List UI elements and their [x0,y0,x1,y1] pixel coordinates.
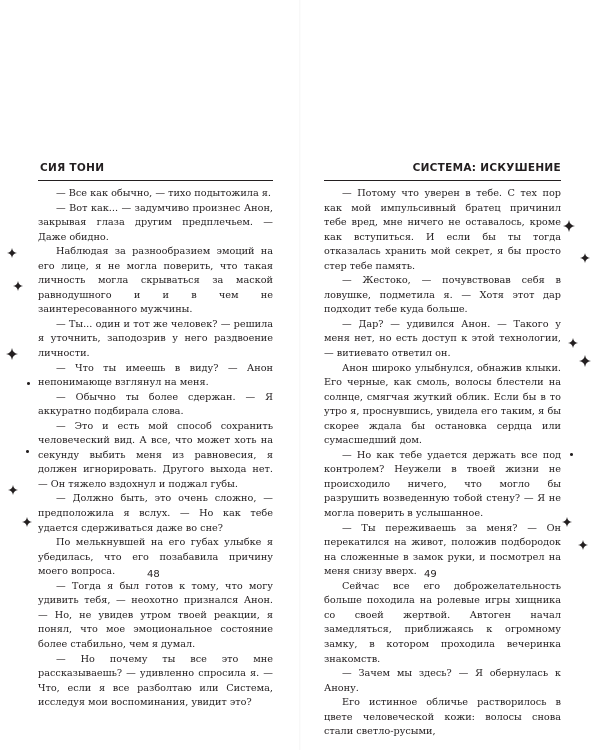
paragraph: — Ты... один и тот же человек? — решила я уточнить, заподозрив у него раздвоение личности. [38,318,273,360]
paragraph: — Что ты имеешь в виду? — Анон непонимающе взглянул на меня. [38,362,273,389]
sparkle-star-icon [578,540,588,550]
paragraph: По мелькнувшей на его губах улыбке я убедилась, что его позабавила причину моего вопроса. [38,537,273,578]
left-body-text [38,187,273,711]
running-header-title: СИСТЕМА: ИСКУШЕНИЕ [412,162,561,174]
paragraph: — Ты переживаешь за меня? — Он перекатился на живот, положив подбородок на сложенные в замок руки, и посмотрел на меня снизу вверх. [324,522,561,578]
header-rule [324,180,561,181]
paragraph: — Но как тебе удается держать все под контролем? Неужели в твоей жизни не происходило ничего, что могло бы разрушить возведенную тобой стену? — Я не могла поверить в услышанное. [324,449,561,520]
sparkle-star-icon [580,253,590,263]
decorative-dot [570,453,573,456]
page-number: 49 [424,569,437,580]
paragraph: Его истинное обличье растворилось в цвете человеческой кожи: волосы снова стали светло-русыми, [324,697,561,738]
sparkle-star-icon [563,220,575,232]
paragraph: — Но почему ты все это мне рассказываешь? — удивленно спросила я. — Что, если я все разболтаю или Система, исследуя мои воспоминания, увидит это? [38,653,273,709]
sparkle-star-icon [22,517,32,527]
right-page [300,0,600,750]
paragraph: Анон широко улыбнулся, обнажив клыки. Его черные, как смоль, волосы блестели на солнце, смягчая жуткий облик. Если бы в то утро я, проснувшись, увидела его таким, я бы скорее ждала бы остановка сердца или сумасшедший дом. [324,362,561,447]
paragraph: — Должно быть, это очень сложно, — предположила я вслух. — Но как тебе удается сдерживаться даже во сне? [38,493,273,534]
decorative-dot [26,450,29,453]
paragraph: — Дар? — удивился Анон. — Такого у меня нет, но есть доступ к этой технологии, — витиевато ответил он. [324,318,561,360]
right-body-text [324,187,561,740]
sparkle-star-icon [568,338,578,348]
sparkle-star-icon [8,485,18,495]
paragraph: — Жестоко, — почувствовав себя в ловушке, подметила я. — Хотя этот дар подходит тебе куда больше. [324,275,561,316]
sparkle-star-icon [6,348,18,360]
sparkle-star-icon [579,355,591,367]
paragraph: Наблюдая за разнообразием эмоций на его лице, я не могла поверить, что такая личность могла скрываться за маской равнодушного и и в чем не заинтересованного мужчины. [38,246,273,316]
paragraph: — Все как обычно, — тихо подытожила я. [56,188,271,199]
paragraph: — Вот как... — задумчиво произнес Анон, закрывая глаза другим предплечьем. — Даже обидно. [38,202,273,243]
decorative-dot [27,382,30,385]
sparkle-star-icon [562,517,572,527]
header-rule [38,180,273,181]
paragraph: Сейчас все его доброжелательность больше походила на ролевые игры хищника со своей жертвой. Автоген начал замедляться, приближаясь к огромному замку, в котором проходила вечеринка знакомств. [324,580,561,665]
paragraph: — Зачем мы здесь? — Я обернулась к Анону. [324,668,561,694]
paragraph: — Тогда я был готов к тому, что могу удивить тебя, — неохотно признался Анон. — Но, не увидев утром твоей реакции, я понял, что мое эмоциональное состояние более стабильно, чем я думал. [38,580,273,650]
paragraph: — Потому что уверен в тебе. С тех пор как мой импульсивный братец причинил тебе вред, мне ничего не оставалось, кроме как вступиться. И если бы ты тогда отказалась хранить мой секрет, я бы просто стер тебе память. [324,188,561,272]
paragraph: — Это и есть мой способ сохранить человеческий вид. А все, что может хоть на секунду выбить меня из равновесия, я должен игнорировать. Другого выхода нет. — Он тяжело вздохнул и поджал губы. [38,420,273,490]
page-number: 48 [147,569,160,580]
running-header-author: СИЯ ТОНИ [40,162,105,174]
sparkle-star-icon [7,248,17,258]
sparkle-star-icon [13,281,23,291]
paragraph: — Обычно ты более сдержан. — Я аккуратно подбирала слова. [38,391,273,418]
